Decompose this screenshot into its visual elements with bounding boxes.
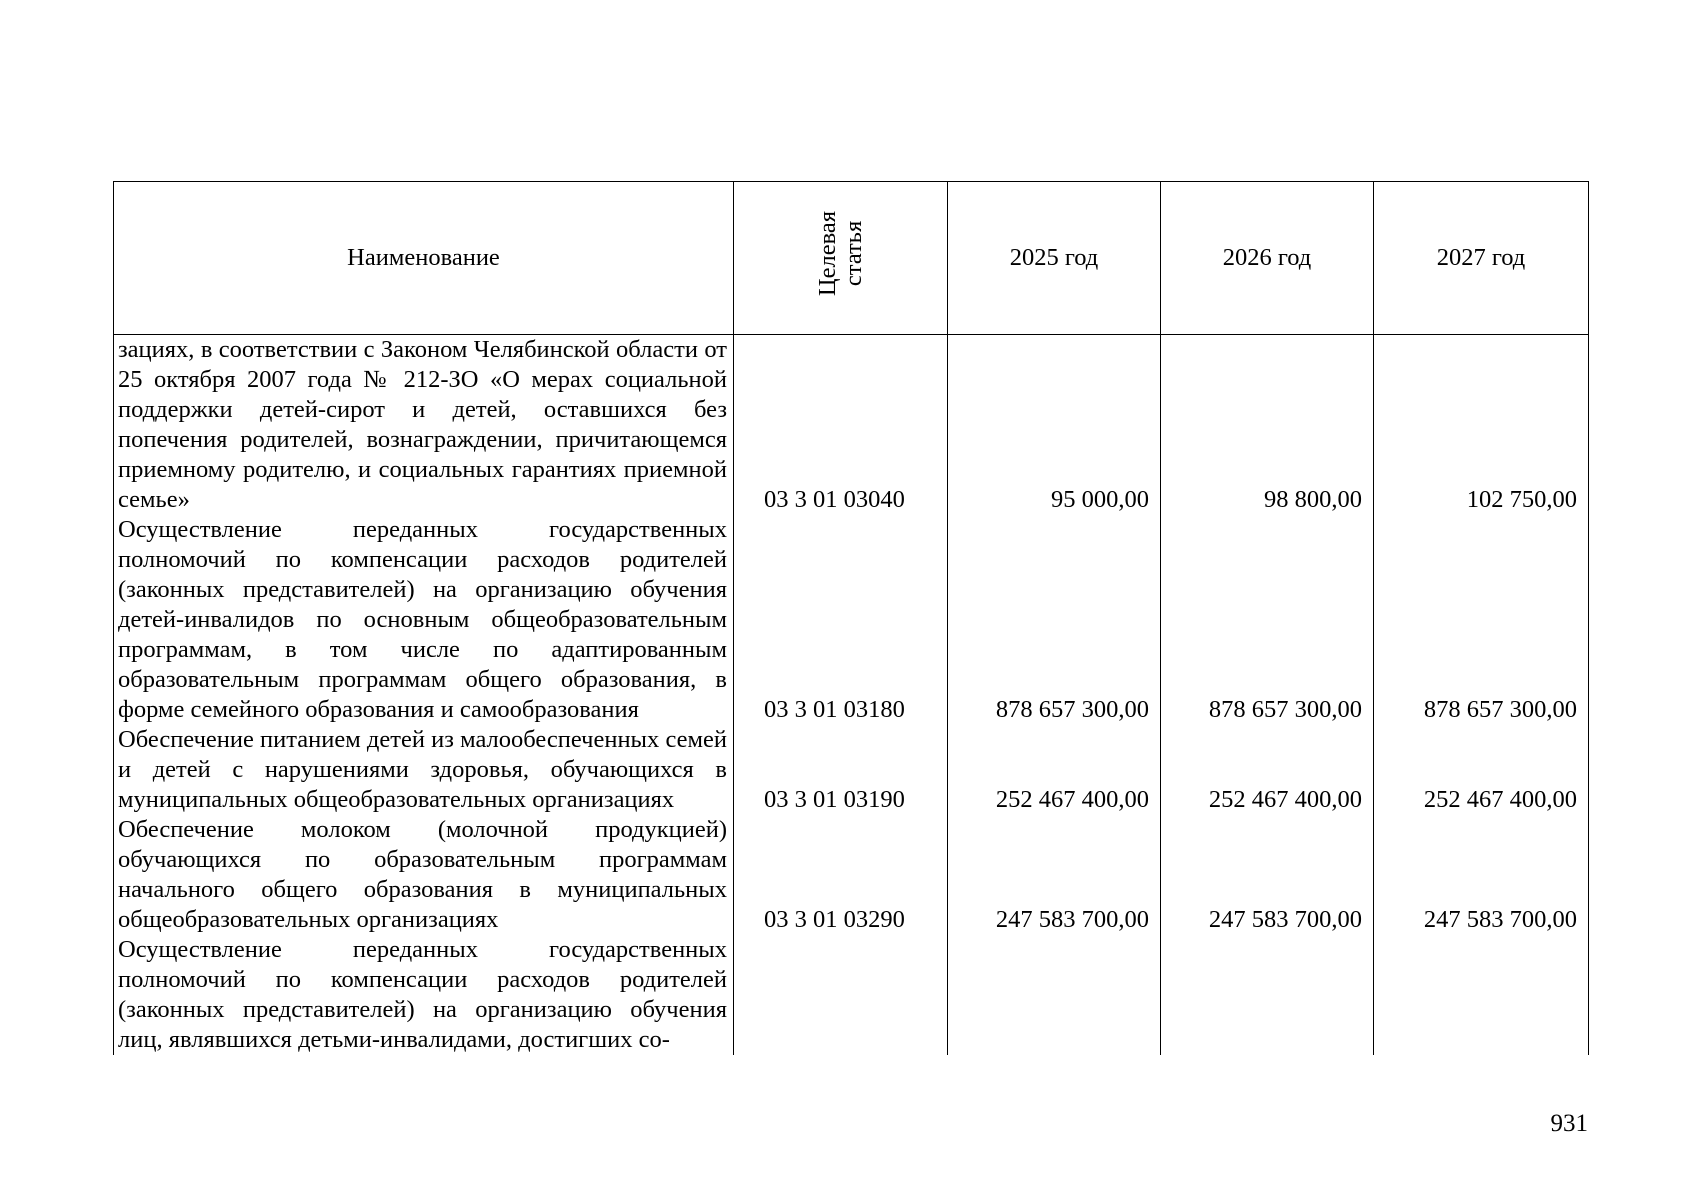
row-name: Обеспечение молоком (молочной продукцией) обучающихся по образовательным программам начального общего образования в муниципальных общеобразовательных организациях	[114, 815, 734, 935]
header-target-article	[734, 182, 948, 335]
table-row	[114, 515, 1589, 725]
row-value-2026: 247 583 700,00	[1161, 815, 1374, 935]
row-code: 03 3 01 03180	[734, 515, 948, 725]
row-value-2027	[1374, 935, 1589, 1055]
page-number: 931	[1550, 1110, 1588, 1137]
row-code	[734, 935, 948, 1055]
row-value-2025: 252 467 400,00	[948, 725, 1161, 815]
table-row	[114, 935, 1589, 1055]
row-value-2025: 95 000,00	[948, 335, 1161, 516]
row-value-2026: 252 467 400,00	[1161, 725, 1374, 815]
table-row	[114, 335, 1589, 516]
header-year-2026: 2026 год	[1161, 182, 1374, 335]
header-target-article-label: Целевая статья	[813, 211, 867, 297]
header-year-2025: 2025 год	[948, 182, 1161, 335]
table-row	[114, 815, 1589, 935]
row-value-2025: 247 583 700,00	[948, 815, 1161, 935]
row-value-2026	[1161, 935, 1374, 1055]
row-name: Осуществление переданных государственных полномочий по компенсации расходов родителей (законных представителей) на организацию обучения детей-инвалидов по основным общеобразовательным программам, в том числе по адаптированным образовательным программам общего образования, в форме семейного образования и самообразования	[114, 515, 734, 725]
header-name: Наименование	[114, 182, 734, 335]
row-code: 03 3 01 03290	[734, 815, 948, 935]
row-value-2027: 247 583 700,00	[1374, 815, 1589, 935]
row-name: Осуществление переданных государственных полномочий по компенсации расходов родителей (законных представителей) на организацию обучения лиц, являвшихся детьми-инвалидами, достигших со-	[114, 935, 734, 1055]
row-value-2025	[948, 935, 1161, 1055]
row-value-2025: 878 657 300,00	[948, 515, 1161, 725]
budget-table	[113, 181, 1589, 1055]
table-header	[114, 182, 1589, 335]
row-name: зациях, в соответствии с Законом Челябинской области от 25 октября 2007 года № 212-ЗО «О мерах социальной поддержки детей-сирот и детей, оставшихся без попечения родителей, вознаграждении, причитающемся приемному родителю, и социальных гарантиях приемной семье»	[114, 335, 734, 516]
row-value-2027: 878 657 300,00	[1374, 515, 1589, 725]
row-code: 03 3 01 03040	[734, 335, 948, 516]
row-value-2027: 252 467 400,00	[1374, 725, 1589, 815]
header-year-2027: 2027 год	[1374, 182, 1589, 335]
table-row	[114, 725, 1589, 815]
row-name: Обеспечение питанием детей из малообеспеченных семей и детей с нарушениями здоровья, обучающихся в муниципальных общеобразовательных организациях	[114, 725, 734, 815]
row-value-2026: 878 657 300,00	[1161, 515, 1374, 725]
row-code: 03 3 01 03190	[734, 725, 948, 815]
row-value-2026: 98 800,00	[1161, 335, 1374, 516]
row-value-2027: 102 750,00	[1374, 335, 1589, 516]
table-body	[114, 335, 1589, 1056]
